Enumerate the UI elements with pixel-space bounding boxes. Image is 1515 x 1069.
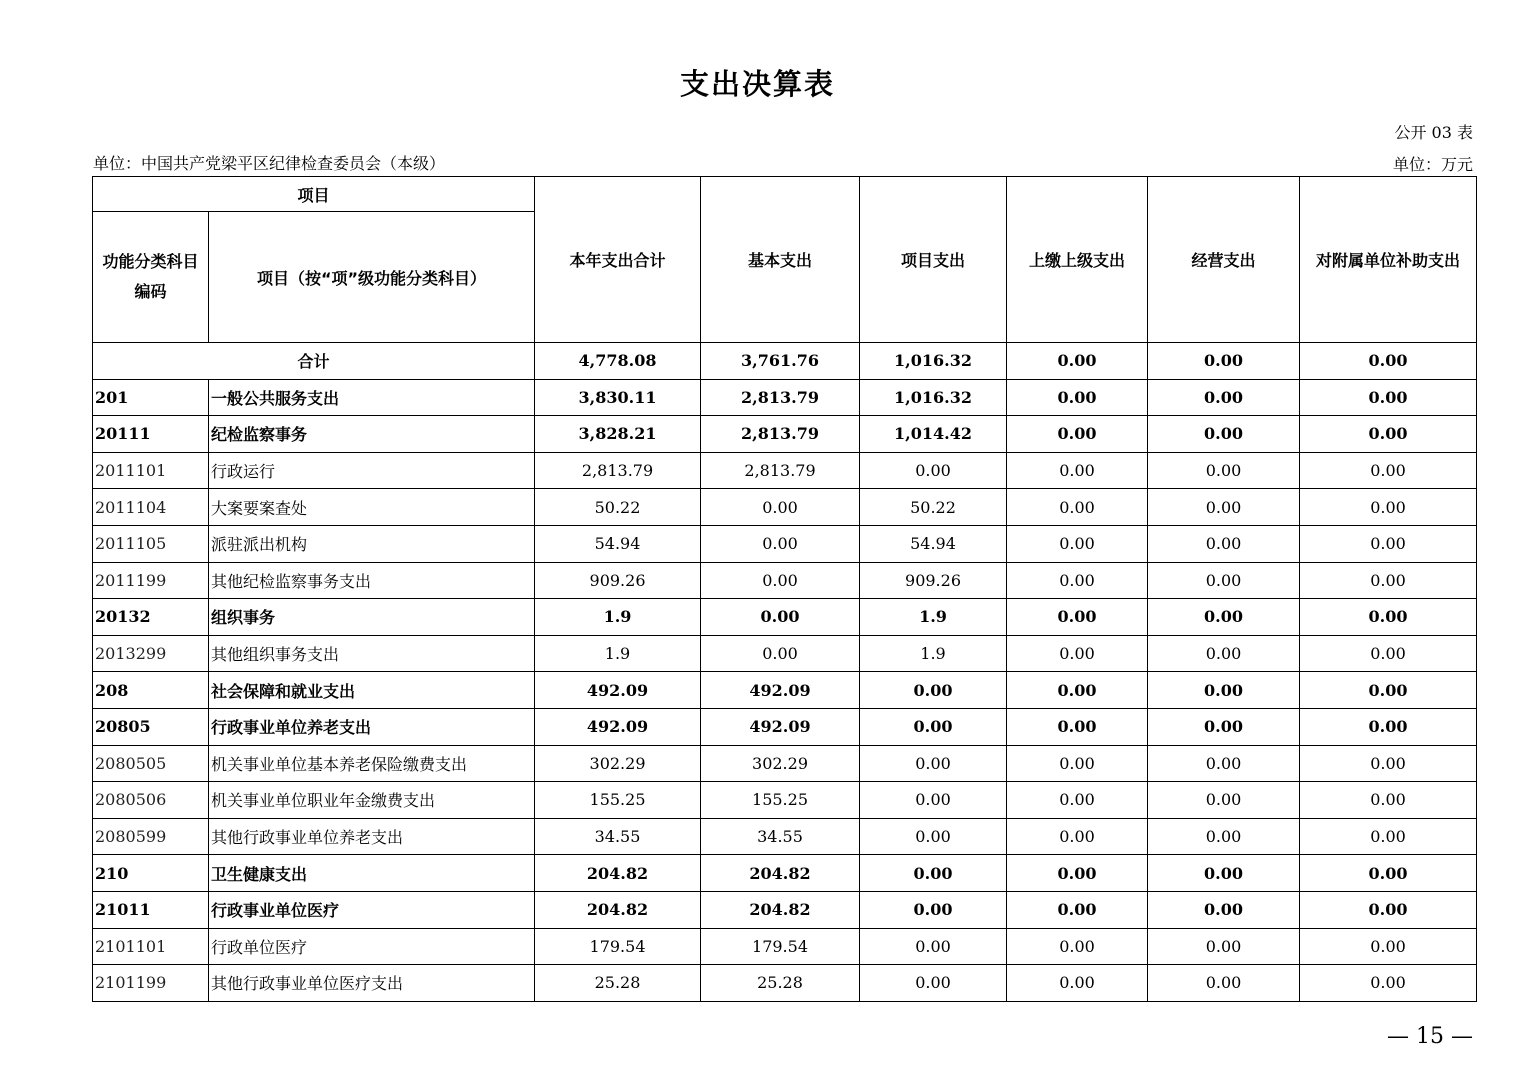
row-value: 1.9: [860, 599, 1007, 636]
row-value: 0.00: [1007, 672, 1148, 709]
row-value: 0.00: [701, 489, 860, 526]
row-value: 0.00: [1007, 891, 1148, 928]
expenditure-table: [92, 176, 1477, 1002]
header-total: 本年支出合计: [535, 177, 701, 343]
total-value: 1,016.32: [860, 343, 1007, 380]
row-value: 3,828.21: [535, 416, 701, 453]
table-row: [93, 745, 1477, 782]
row-value: 0.00: [1148, 635, 1300, 672]
row-value: 0.00: [860, 818, 1007, 855]
reporting-unit: 单位：中国共产党梁平区纪律检查委员会（本级）: [93, 154, 446, 173]
row-name: 组织事务: [209, 599, 535, 636]
row-value: 0.00: [1148, 452, 1300, 489]
row-value: 0.00: [1148, 782, 1300, 819]
table-row: [93, 452, 1477, 489]
table-row: [93, 562, 1477, 599]
header-item: 项目（按“项”级功能分类科目）: [209, 212, 535, 343]
row-value: 0.00: [1007, 635, 1148, 672]
row-value: 0.00: [1300, 745, 1477, 782]
row-value: 0.00: [1148, 928, 1300, 965]
row-value: 0.00: [701, 525, 860, 562]
row-value: 0.00: [1300, 928, 1477, 965]
row-value: 492.09: [701, 708, 860, 745]
row-code: 2013299: [93, 635, 209, 672]
header-project: 项目: [93, 177, 535, 212]
row-value: 492.09: [535, 708, 701, 745]
row-code: 2080599: [93, 818, 209, 855]
row-name: 派驻派出机构: [209, 525, 535, 562]
row-value: 0.00: [1148, 855, 1300, 892]
row-value: 0.00: [1007, 525, 1148, 562]
row-value: 909.26: [860, 562, 1007, 599]
row-value: 3,830.11: [535, 379, 701, 416]
row-value: 492.09: [535, 672, 701, 709]
row-value: 0.00: [1007, 416, 1148, 453]
row-value: 204.82: [535, 855, 701, 892]
currency-unit: 单位：万元: [1392, 155, 1473, 174]
row-value: 0.00: [860, 782, 1007, 819]
header-business: 经营支出: [1148, 177, 1300, 343]
row-value: 0.00: [1007, 965, 1148, 1002]
row-value: 34.55: [535, 818, 701, 855]
row-value: 0.00: [1300, 489, 1477, 526]
row-value: 0.00: [1007, 599, 1148, 636]
row-code: 2011104: [93, 489, 209, 526]
total-value: 0.00: [1148, 343, 1300, 380]
row-value: 34.55: [701, 818, 860, 855]
table-row: [93, 782, 1477, 819]
row-name: 其他纪检监察事务支出: [209, 562, 535, 599]
row-value: 0.00: [1300, 416, 1477, 453]
header-code: 功能分类科目编码: [93, 212, 209, 343]
row-name: 其他行政事业单位医疗支出: [209, 965, 535, 1002]
row-value: 0.00: [1148, 745, 1300, 782]
row-value: 0.00: [860, 708, 1007, 745]
row-value: 0.00: [1148, 489, 1300, 526]
row-value: 0.00: [860, 891, 1007, 928]
table-row: [93, 818, 1477, 855]
table-row: [93, 379, 1477, 416]
row-value: 0.00: [1300, 818, 1477, 855]
row-value: 0.00: [1300, 525, 1477, 562]
row-value: 1,016.32: [860, 379, 1007, 416]
row-value: 0.00: [1007, 782, 1148, 819]
row-value: 0.00: [860, 965, 1007, 1002]
row-value: 25.28: [701, 965, 860, 1002]
row-value: 0.00: [1148, 562, 1300, 599]
row-value: 0.00: [1007, 855, 1148, 892]
header-basic: 基本支出: [701, 177, 860, 343]
row-value: 155.25: [535, 782, 701, 819]
table-row: [93, 416, 1477, 453]
row-name: 行政事业单位医疗: [209, 891, 535, 928]
header-subsidy: 对附属单位补助支出: [1300, 177, 1477, 343]
table-row: [93, 525, 1477, 562]
row-name: 大案要案查处: [209, 489, 535, 526]
row-value: 0.00: [1300, 965, 1477, 1002]
row-value: 0.00: [1300, 562, 1477, 599]
table-row: [93, 855, 1477, 892]
page-number: — 15 —: [1387, 1024, 1473, 1049]
row-value: 0.00: [1300, 379, 1477, 416]
row-value: 50.22: [535, 489, 701, 526]
row-value: 0.00: [1007, 928, 1148, 965]
total-value: 3,761.76: [701, 343, 860, 380]
row-value: 0.00: [860, 672, 1007, 709]
row-value: 0.00: [1300, 891, 1477, 928]
row-value: 0.00: [1007, 562, 1148, 599]
row-name: 行政事业单位养老支出: [209, 708, 535, 745]
row-code: 2011101: [93, 452, 209, 489]
row-code: 2080506: [93, 782, 209, 819]
row-code: 2101199: [93, 965, 209, 1002]
row-value: 179.54: [535, 928, 701, 965]
row-value: 0.00: [1148, 672, 1300, 709]
page-title: 支出决算表: [679, 67, 835, 101]
total-label: 合计: [93, 343, 535, 380]
row-value: 0.00: [1007, 745, 1148, 782]
row-name: 社会保障和就业支出: [209, 672, 535, 709]
row-value: 179.54: [701, 928, 860, 965]
row-value: 0.00: [860, 745, 1007, 782]
row-value: 0.00: [1148, 708, 1300, 745]
row-value: 302.29: [535, 745, 701, 782]
row-value: 54.94: [860, 525, 1007, 562]
table-row: [93, 708, 1477, 745]
row-code: 201: [93, 379, 209, 416]
table-row: [93, 928, 1477, 965]
row-value: 0.00: [701, 562, 860, 599]
row-value: 204.82: [701, 855, 860, 892]
row-value: 155.25: [701, 782, 860, 819]
row-value: 0.00: [1148, 965, 1300, 1002]
row-value: 50.22: [860, 489, 1007, 526]
row-value: 0.00: [1300, 855, 1477, 892]
row-code: 2011199: [93, 562, 209, 599]
row-value: 492.09: [701, 672, 860, 709]
row-value: 302.29: [701, 745, 860, 782]
row-code: 210: [93, 855, 209, 892]
row-value: 0.00: [1148, 818, 1300, 855]
row-value: 909.26: [535, 562, 701, 599]
row-value: 0.00: [1148, 416, 1300, 453]
row-value: 204.82: [701, 891, 860, 928]
row-value: 54.94: [535, 525, 701, 562]
row-value: 0.00: [1148, 379, 1300, 416]
table-row: [93, 891, 1477, 928]
row-value: 0.00: [1007, 379, 1148, 416]
row-value: 0.00: [1300, 782, 1477, 819]
row-value: 0.00: [1300, 708, 1477, 745]
row-code: 2011105: [93, 525, 209, 562]
row-name: 其他行政事业单位养老支出: [209, 818, 535, 855]
row-value: 204.82: [535, 891, 701, 928]
table-row: [93, 672, 1477, 709]
row-name: 纪检监察事务: [209, 416, 535, 453]
row-value: 0.00: [860, 452, 1007, 489]
row-name: 卫生健康支出: [209, 855, 535, 892]
table-row: [93, 965, 1477, 1002]
header-upper-level: 上缴上级支出: [1007, 177, 1148, 343]
table-row: [93, 489, 1477, 526]
row-code: 20111: [93, 416, 209, 453]
row-value: 1.9: [535, 599, 701, 636]
row-name: 其他组织事务支出: [209, 635, 535, 672]
row-code: 21011: [93, 891, 209, 928]
row-value: 2,813.79: [535, 452, 701, 489]
row-name: 机关事业单位基本养老保险缴费支出: [209, 745, 535, 782]
row-value: 2,813.79: [701, 379, 860, 416]
total-value: 0.00: [1007, 343, 1148, 380]
row-value: 2,813.79: [701, 416, 860, 453]
row-code: 208: [93, 672, 209, 709]
row-code: 20805: [93, 708, 209, 745]
row-code: 2080505: [93, 745, 209, 782]
row-value: 1.9: [860, 635, 1007, 672]
row-name: 行政运行: [209, 452, 535, 489]
row-value: 25.28: [535, 965, 701, 1002]
row-value: 0.00: [1300, 599, 1477, 636]
row-name: 机关事业单位职业年金缴费支出: [209, 782, 535, 819]
row-code: 2101101: [93, 928, 209, 965]
row-value: 0.00: [860, 928, 1007, 965]
total-value: 0.00: [1300, 343, 1477, 380]
row-code: 20132: [93, 599, 209, 636]
total-row: [93, 343, 1477, 380]
row-value: 0.00: [1300, 635, 1477, 672]
row-value: 0.00: [1148, 525, 1300, 562]
row-value: 0.00: [1300, 452, 1477, 489]
row-value: 1.9: [535, 635, 701, 672]
row-value: 0.00: [701, 635, 860, 672]
header-project-expense: 项目支出: [860, 177, 1007, 343]
table-row: [93, 599, 1477, 636]
row-value: 0.00: [860, 855, 1007, 892]
total-value: 4,778.08: [535, 343, 701, 380]
row-value: 0.00: [1007, 708, 1148, 745]
row-name: 一般公共服务支出: [209, 379, 535, 416]
row-value: 2,813.79: [701, 452, 860, 489]
row-value: 0.00: [1148, 599, 1300, 636]
row-value: 0.00: [1007, 489, 1148, 526]
row-name: 行政单位医疗: [209, 928, 535, 965]
row-value: 0.00: [1007, 818, 1148, 855]
table-row: [93, 635, 1477, 672]
row-value: 1,014.42: [860, 416, 1007, 453]
row-value: 0.00: [1300, 672, 1477, 709]
row-value: 0.00: [1148, 891, 1300, 928]
row-value: 0.00: [1007, 452, 1148, 489]
form-number: 公开 03 表: [1394, 123, 1473, 142]
row-value: 0.00: [701, 599, 860, 636]
